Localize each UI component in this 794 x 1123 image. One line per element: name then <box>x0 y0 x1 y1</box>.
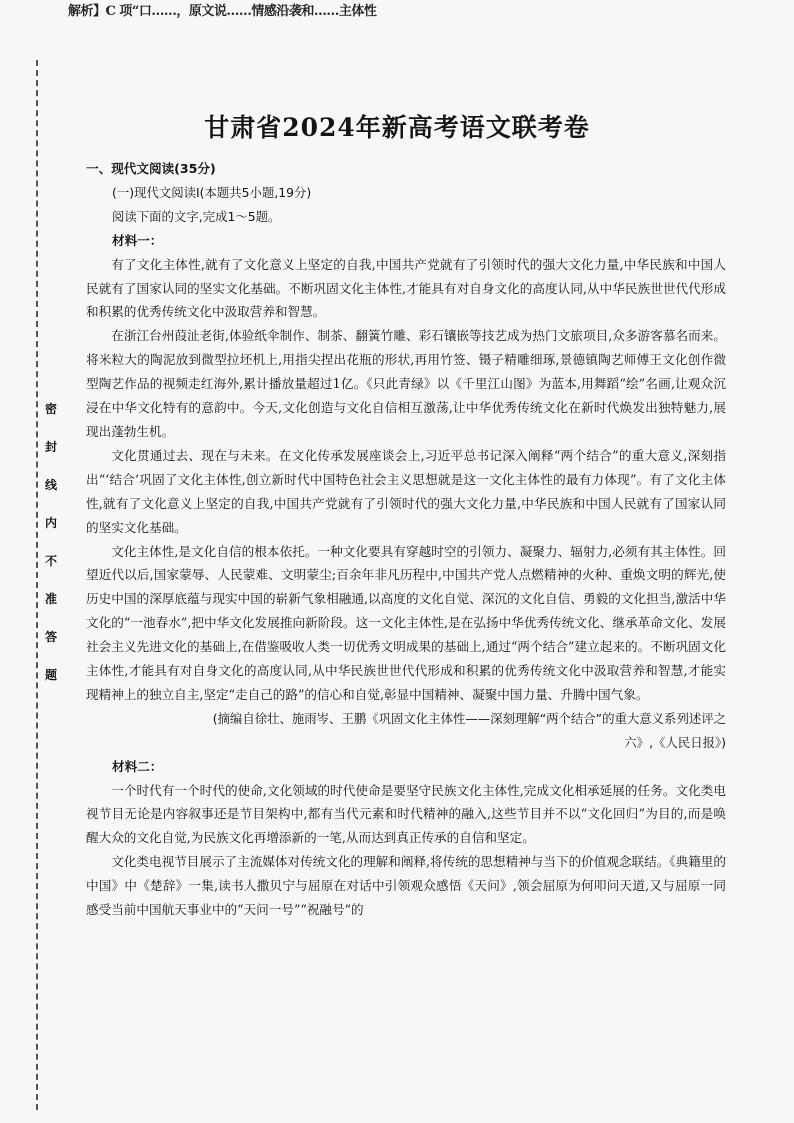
material-label: 材料二： <box>112 758 163 774</box>
binding-char: 内 <box>44 516 57 530</box>
binding-char: 题 <box>44 668 57 682</box>
subsection-heading: (一)现代文阅读Ⅰ(本题共5小题,19分) <box>112 184 312 200</box>
paragraph: 文化贯通过去、现在与未来。在文化传承发展座谈会上,习近平总书记深入阐释“两个结合”的重大意义,深刻指出“‘结合’巩固了文化主体性,创立新时代中国特色社会主义思想就是这一文化主体性的最有力体现”。有了文化主体性,就有了文化意义上坚定的自我,中国共产党就有了引领时代的强大文化力量,中华民族和中国人民就有了国家认同的坚实文化基础。 <box>86 447 726 535</box>
source-citation: (摘编自徐壮、施雨岑、王鹏《巩固文化主体性——深刻理解“两个结合”的重大意义系列述评之六》,《人民日报》) <box>212 710 726 750</box>
binding-char: 准 <box>44 592 57 606</box>
paragraph: 文化类电视节目展示了主流媒体对传统文化的理解和阐释,将传统的思想精神与当下的价值观念联结。《典籍里的中国》中《楚辞》一集,读书人撒贝宁与屈原在对话中引领观众感悟《天问》,领会屈原为何叩问天道,又与屈原一同感受当前中国航天事业中的“天问一号”“祝融号”的 <box>86 854 726 918</box>
binding-notice <box>44 402 58 706</box>
paragraph: 在浙江台州葭沚老街,体验纸伞制作、制茶、翻簧竹雕、彩石镶嵌等技艺成为热门文旅项目,众多游客慕名而来。将米粒大的陶泥放到微型拉坯机上,用指尖捏出花瓶的形状,再用竹签、镊子精雕细琢,景德镇陶艺师傅王文化创作微型陶艺作品的视频走红海外,累计播放量超过1亿。《只此青绿》以《千里江山图》为蓝本,用舞蹈“绘”名画,让观众沉浸在中华文化特有的意韵中。今天,文化创造与文化自信相互激荡,让中华优秀传统文化在新时代焕发出独特魅力,展现出蓬勃生机。 <box>86 328 726 439</box>
material-label: 材料一： <box>112 232 163 248</box>
binding-dashed-line <box>36 60 38 1110</box>
instruction-text: 阅读下面的文字,完成1～5题。 <box>112 208 281 224</box>
exam-body <box>86 157 726 922</box>
page-title: 甘肃省2024年新高考语文联考卷 <box>204 113 590 142</box>
paragraph: 有了文化主体性,就有了文化意义上坚定的自我,中国共产党就有了引领时代的强大文化力量,中华民族和中国人民就有了国家认同的坚实文化基础。不断巩固文化主体性,才能具有对自身文化的高度认同,从中华民族世世代代形成和积累的优秀传统文化中汲取营养和智慧。 <box>86 256 726 320</box>
binding-char: 密 <box>44 402 57 416</box>
binding-char: 封 <box>44 440 57 454</box>
paragraph: 文化主体性,是文化自信的根本依托。一种文化要具有穿越时空的引领力、凝聚力、辐射力,必须有其主体性。回望近代以后,国家蒙辱、人民蒙难、文明蒙尘;百余年非凡历程中,中国共产党人点燃精神的火种、重焕文明的辉光,使历史中国的深厚底蕴与现实中国的崭新气象相融通,以高度的文化自觉、深沉的文化自信、勇毅的文化担当,激活中华文化的“一池春水”,把中华文化发展推向新阶段。这一文化主体性,是在弘扬中华优秀传统文化、继承革命文化、发展社会主义先进文化的基础上,在借鉴吸收人类一切优秀文明成果的基础上,通过“两个结合”建立起来的。不断巩固文化主体性,才能具有对自身文化的高度认同,从中华民族世世代代形成和积累的优秀传统文化中汲取营养和智慧,才能实现精神上的独立自主,坚定“走自己的路”的信心和自觉,彰显中国精神、凝聚中国力量、升腾中国气象。 <box>86 543 726 702</box>
section-heading: 一、现代文阅读(35分) <box>86 161 216 176</box>
binding-char: 答 <box>44 630 57 644</box>
paragraph: 一个时代有一个时代的使命,文化领域的时代使命是要坚守民族文化主体性,完成文化相承延展的任务。文化类电视节目无论是内容叙事还是节目架构中,都有当代元素和时代精神的融入,这些节目并不以“文化回归”为目的,而是唤醒大众的文化自觉,为民族文化再增添新的一笔,从而达到真正传承的自信和坚定。 <box>86 782 726 846</box>
top-bleed-text: 解析】C 项“口……，原文说……情感沿袭和……主体性 <box>68 4 377 19</box>
binding-char: 不 <box>44 554 57 568</box>
binding-char: 线 <box>44 478 57 492</box>
